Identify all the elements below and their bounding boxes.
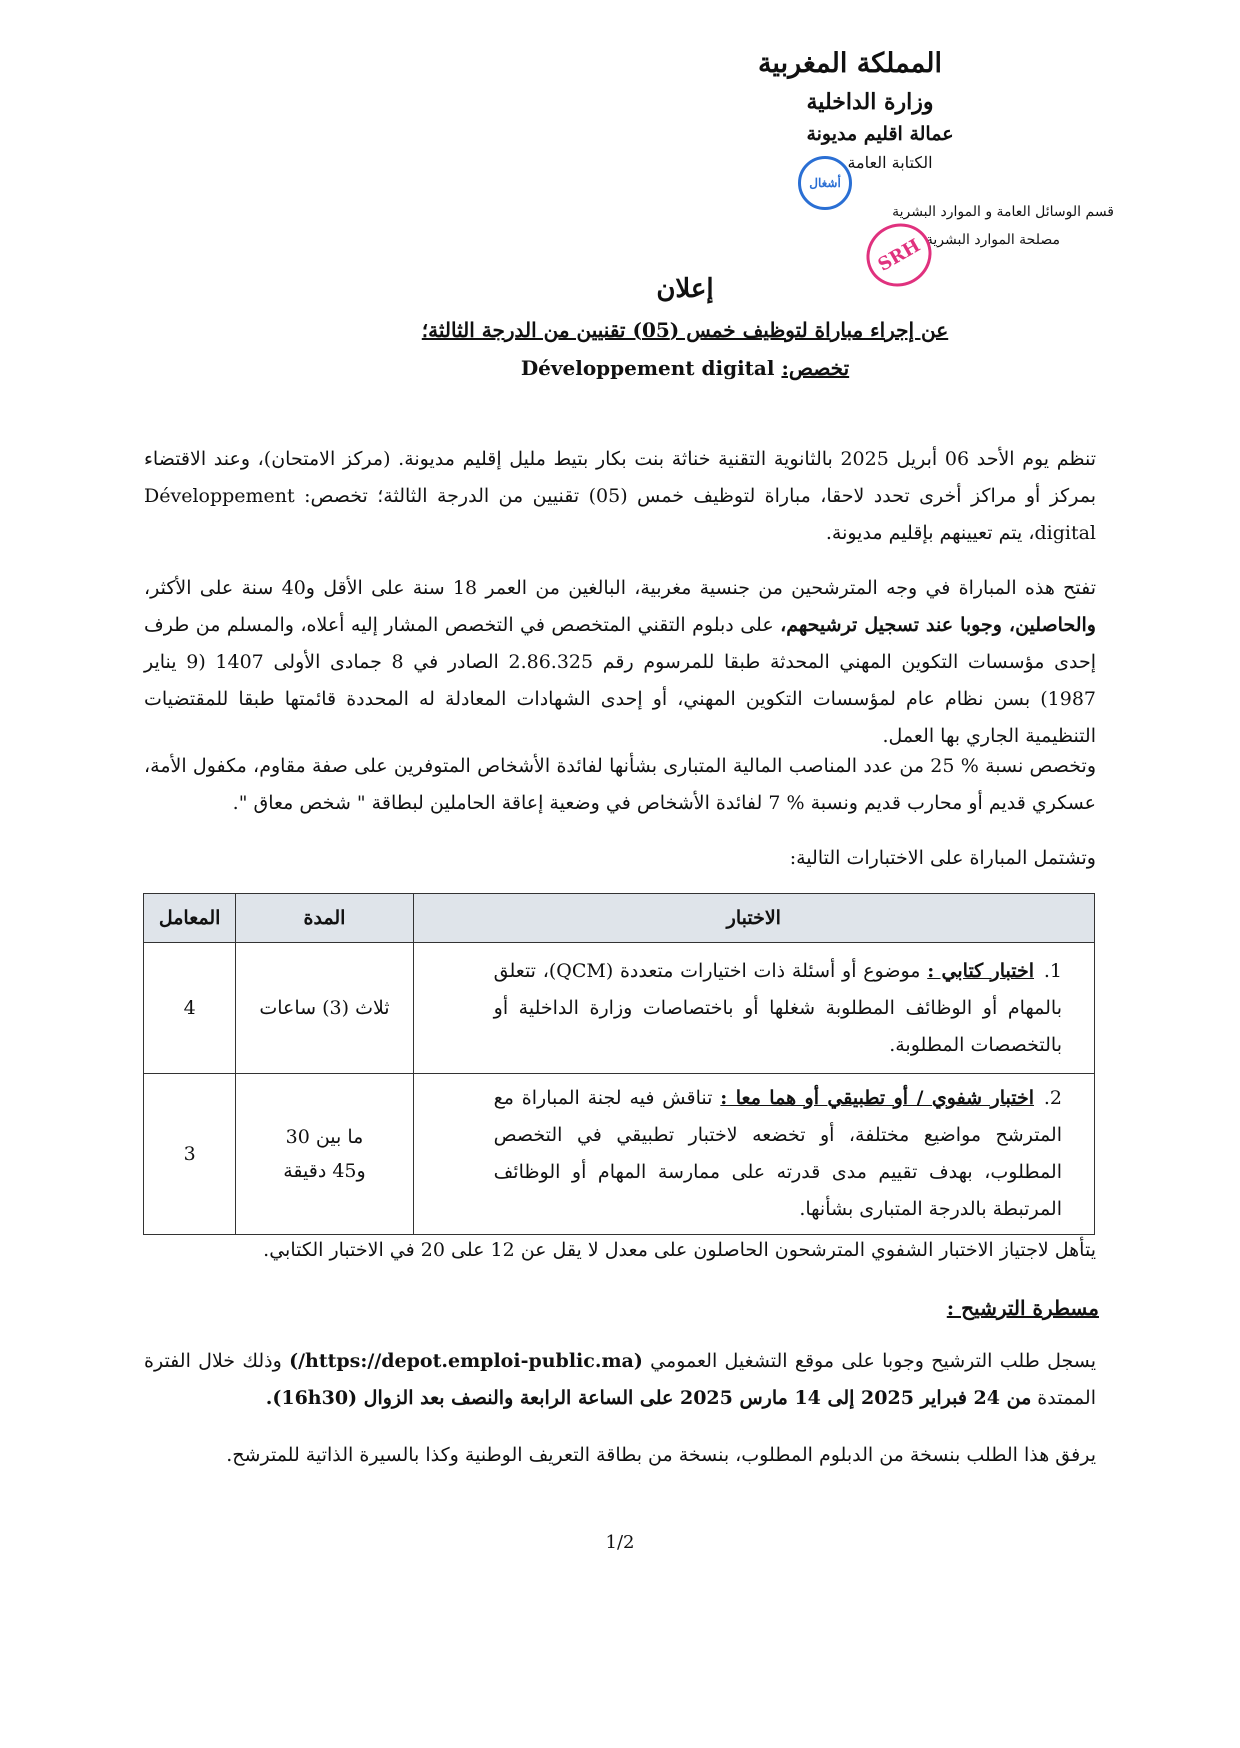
- exams-table: [143, 893, 1095, 1235]
- specialty-line: [130, 356, 1240, 380]
- division-name: قسم الوسائل العامة و الموارد البشرية: [892, 204, 1114, 220]
- paragraph-exam-date: تنظم يوم الأحد 06 أبريل 2025 بالثانوية التقنية خناثة بنت بكار بتيط مليل إقليم مديونة. (مركز الامتحان)، وعند الاقتضاء بمركز أو مراكز أخرى تحدد لاحقا، مباراة لتوظيف خمس (05) تقنيين من الدرجة الثالثة؛ تخصص: Développement digital، يتم تعيينهم بإقليم مديونة.: [144, 448, 1096, 544]
- kingdom-name: المملكة المغربية: [757, 48, 943, 79]
- ministry-name: وزارة الداخلية: [806, 89, 934, 115]
- header-coefficient: المعامل: [144, 894, 236, 943]
- eligibility-bold: والحاصلين، وجوبا عند تسجيل ترشيحهم،: [780, 614, 1096, 636]
- exam-number: 2.: [1043, 1087, 1062, 1109]
- exam-cell: [413, 943, 1094, 1074]
- paragraph-attachments: يرفق هذا الطلب بنسخة من الدبلوم المطلوب، بنسخة من بطاقة التعريف الوطنية وكذا بالسيرة الذاتية للمترشح.: [226, 1444, 1096, 1466]
- application-text-a: يسجل طلب الترشيح وجوبا على موقع التشغيل العمومي: [642, 1350, 1096, 1372]
- paragraph-qualification: يتأهل لاجتياز الاختبار الشفوي المترشحون الحاصلون على معدل لا يقل عن 12 على 20 في الاختبار الكتابي.: [263, 1239, 1096, 1261]
- application-period: من 24 فبراير 2025 إلى 14 مارس 2025 على الساعة الرابعة والنصف بعد الزوال (16h30).: [265, 1387, 1032, 1409]
- specialty-value: Développement digital: [520, 356, 775, 380]
- application-text-b: وذلك خلال الفترة الممتدة: [144, 1350, 1096, 1409]
- duration-cell: ما بين 30 و45 دقيقة: [236, 1074, 413, 1235]
- coefficient-cell: 4: [144, 943, 236, 1074]
- application-url[interactable]: (https://depot.emploi-public.ma/): [289, 1350, 643, 1372]
- blue-stamp-text: أشغال: [809, 176, 841, 190]
- announcement-title: إعلان: [656, 274, 714, 304]
- announcement-subtitle: عن إجراء مباراة لتوظيف خمس (05) تقنيين من الدرجة الثالثة؛: [421, 318, 949, 342]
- table-row: [144, 1074, 1095, 1235]
- paragraph-eligibility: [144, 570, 1096, 755]
- coefficient-cell: 3: [144, 1074, 236, 1235]
- letterhead: [640, 48, 1060, 178]
- page-number: 1/2: [605, 1532, 635, 1553]
- service-name: مصلحة الموارد البشرية: [925, 232, 1060, 248]
- pink-stamp-text: SRH: [874, 234, 924, 276]
- blue-stamp-icon: [798, 156, 852, 210]
- paragraph-tests-intro: وتشتمل المباراة على الاختبارات التالية:: [789, 847, 1096, 869]
- paragraph-quotas: وتخصص نسبة % 25 من عدد المناصب المالية المتبارى بشأنها لفائدة الأشخاص المتوفرين على صفة مقاوم، مكفول الأمة، عسكري قديم أو محارب قديم ونسبة % 7 لفائدة الأشخاص في وضعية إعاقة الحاملين لبطاقة " شخص معاق ".: [144, 755, 1096, 814]
- prefecture-name: عمالة اقليم مديونة: [806, 123, 954, 145]
- exam-title: اختبار كتابي :: [927, 959, 1034, 982]
- specialty-label: تخصص:: [781, 356, 850, 380]
- header-duration: المدة: [236, 894, 413, 943]
- paragraph-application: [144, 1343, 1096, 1417]
- header-exam: الاختبار: [413, 894, 1094, 943]
- duration-cell: ثلاث (3) ساعات: [236, 943, 413, 1074]
- table-row: [144, 943, 1095, 1074]
- announcement-title-block: [0, 274, 1240, 380]
- general-secretariat: الكتابة العامة: [847, 153, 933, 172]
- exam-description: موضوع أو أسئلة ذات اختيارات متعددة (QCM)، تتعلق بالمهام أو الوظائف المطلوبة شغلها أو باختصاصات وزارة الداخلية أو بالتخصصات المطلوبة.: [493, 959, 1062, 1056]
- exam-number: 1.: [1043, 959, 1062, 982]
- table-header-row: [144, 894, 1095, 943]
- eligibility-text-b: على دبلوم التقني المتخصص في التخصص المشار إليه أعلاه، والمسلم من طرف إحدى مؤسسات التكوين المهني المحدثة طبقا للمرسوم رقم 2.86.325 الصادر في 8 جمادى الأولى 1407 (9 يناير 1987) بسن نظام عام لمؤسسات التكوين المهني، أو إحدى الشهادات المعادلة له المحددة قائمتها طبقا للمقتضيات التنظيمية الجاري بها العمل.: [144, 614, 1097, 747]
- exam-description: تناقش فيه لجنة المباراة مع المترشح مواضيع مختلفة، أو تخضعه لاختبار تطبيقي في التخصص المطلوب، بهدف تقييم مدى قدرته على ممارسة المهام أو الوظائف المرتبطة بالدرجة المتبارى بشأنها.: [493, 1087, 1062, 1220]
- exam-title: اختبار شفوي / أو تطبيقي أو هما معا :: [720, 1087, 1034, 1109]
- eligibility-text-a: تفتح هذه المباراة في وجه المترشحين من جنسية مغربية، البالغين من العمر 18 سنة على الأقل و40 سنة على الأكثر،: [144, 577, 1096, 599]
- exam-cell: [413, 1074, 1094, 1235]
- application-heading: مسطرة الترشيح :: [946, 1296, 1099, 1320]
